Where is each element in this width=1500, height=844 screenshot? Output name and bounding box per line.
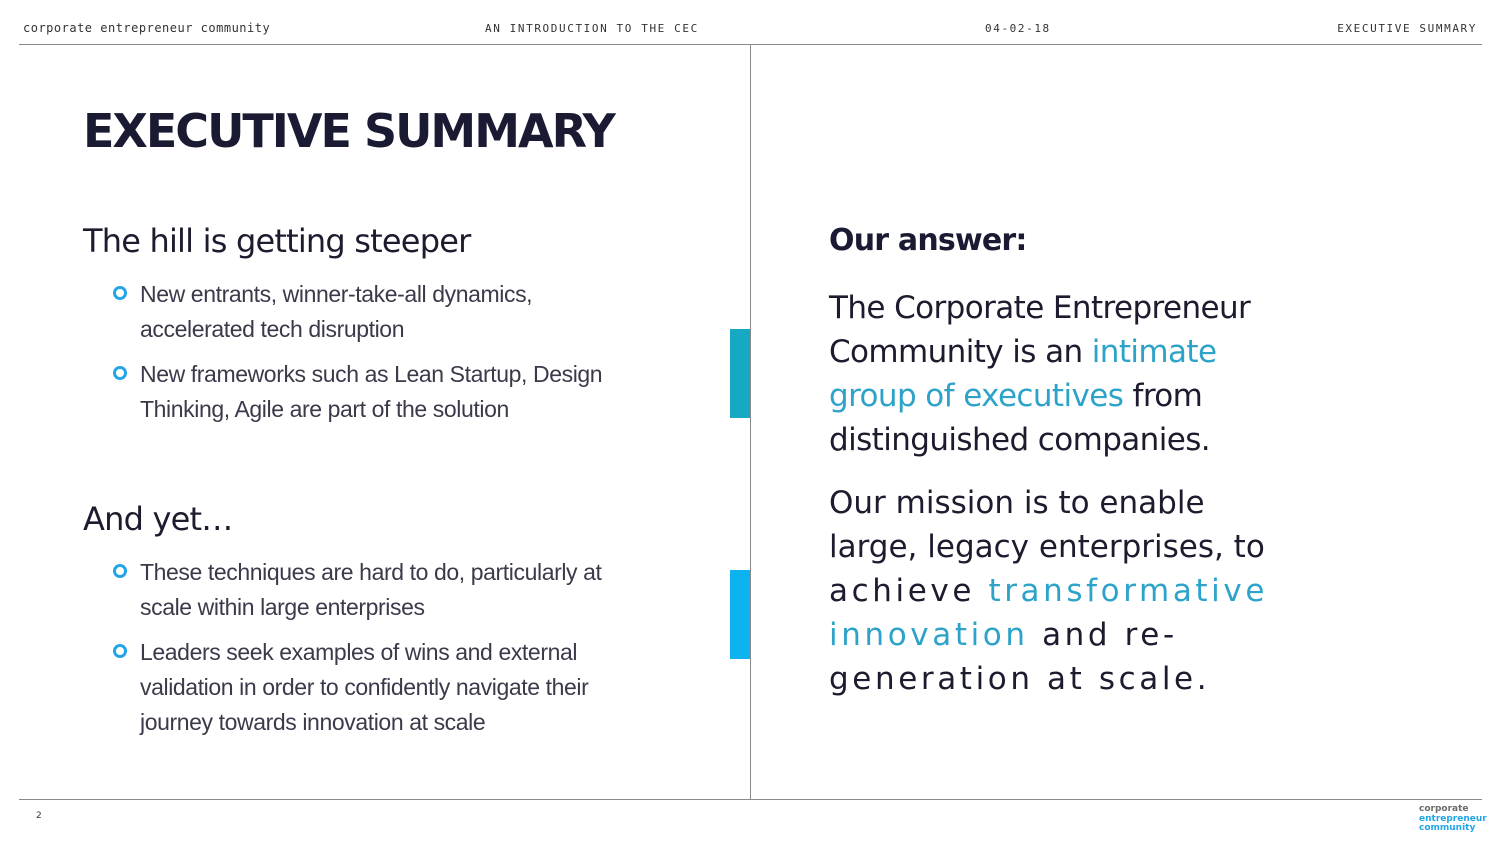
mission-text: Our mission is to enable large, legacy enterprises, to: [829, 485, 1265, 565]
logo-line: entrepreneur: [1419, 813, 1487, 824]
answer-text: The Corporate Entrepreneur Community is an: [829, 290, 1251, 370]
mission-text-wide: [829, 573, 1268, 697]
center-divider: [750, 45, 751, 799]
accent-bar-blue: [730, 570, 750, 659]
footer-rule: [19, 799, 1482, 800]
answer-highlight: intimate group of executives: [829, 334, 1217, 414]
page-number: 2: [36, 811, 42, 821]
header-brand: corporate entrepreneur community: [23, 21, 271, 35]
mission-text: achieve: [829, 573, 989, 609]
bullet-text: These techniques are hard to do, particularly at scale within large enterprises: [140, 559, 602, 620]
bullet-text: Leaders seek examples of wins and external validation in order to confidently navigate their journey towards innovation at scale: [140, 639, 589, 735]
mission-highlight: transformative innovation: [829, 573, 1269, 653]
bullet-circle-icon: [113, 564, 127, 578]
section-heading-and-yet: And yet…: [83, 500, 233, 538]
bullet-circle-icon: [113, 286, 127, 300]
answer-text: from distinguished companies.: [829, 378, 1211, 458]
logo-line: corporate: [1419, 804, 1469, 814]
mission-text: and re-generation at scale.: [829, 617, 1211, 697]
section-heading-hill: The hill is getting steeper: [83, 222, 471, 260]
answer-heading: Our answer:: [829, 223, 1027, 258]
accent-bar-teal: [730, 329, 750, 418]
mission-paragraph: [829, 481, 1299, 701]
header-section: EXECUTIVE SUMMARY: [1337, 22, 1477, 35]
logo-line: community: [1419, 823, 1476, 833]
header-date: 04-02-18: [985, 22, 1051, 35]
bullet-circle-icon: [113, 366, 127, 380]
slide-header: [0, 0, 1500, 45]
answer-paragraph: [829, 286, 1299, 462]
bullet-circle-icon: [113, 644, 127, 658]
footer-logo: [1419, 805, 1487, 834]
bullet-text: New entrants, winner-take-all dynamics, accelerated tech disruption: [140, 281, 533, 342]
header-intro: AN INTRODUCTION TO THE CEC: [485, 22, 699, 35]
page-title: EXECUTIVE SUMMARY: [83, 104, 614, 158]
bullet-text: New frameworks such as Lean Startup, Design Thinking, Agile are part of the solution: [140, 361, 603, 422]
